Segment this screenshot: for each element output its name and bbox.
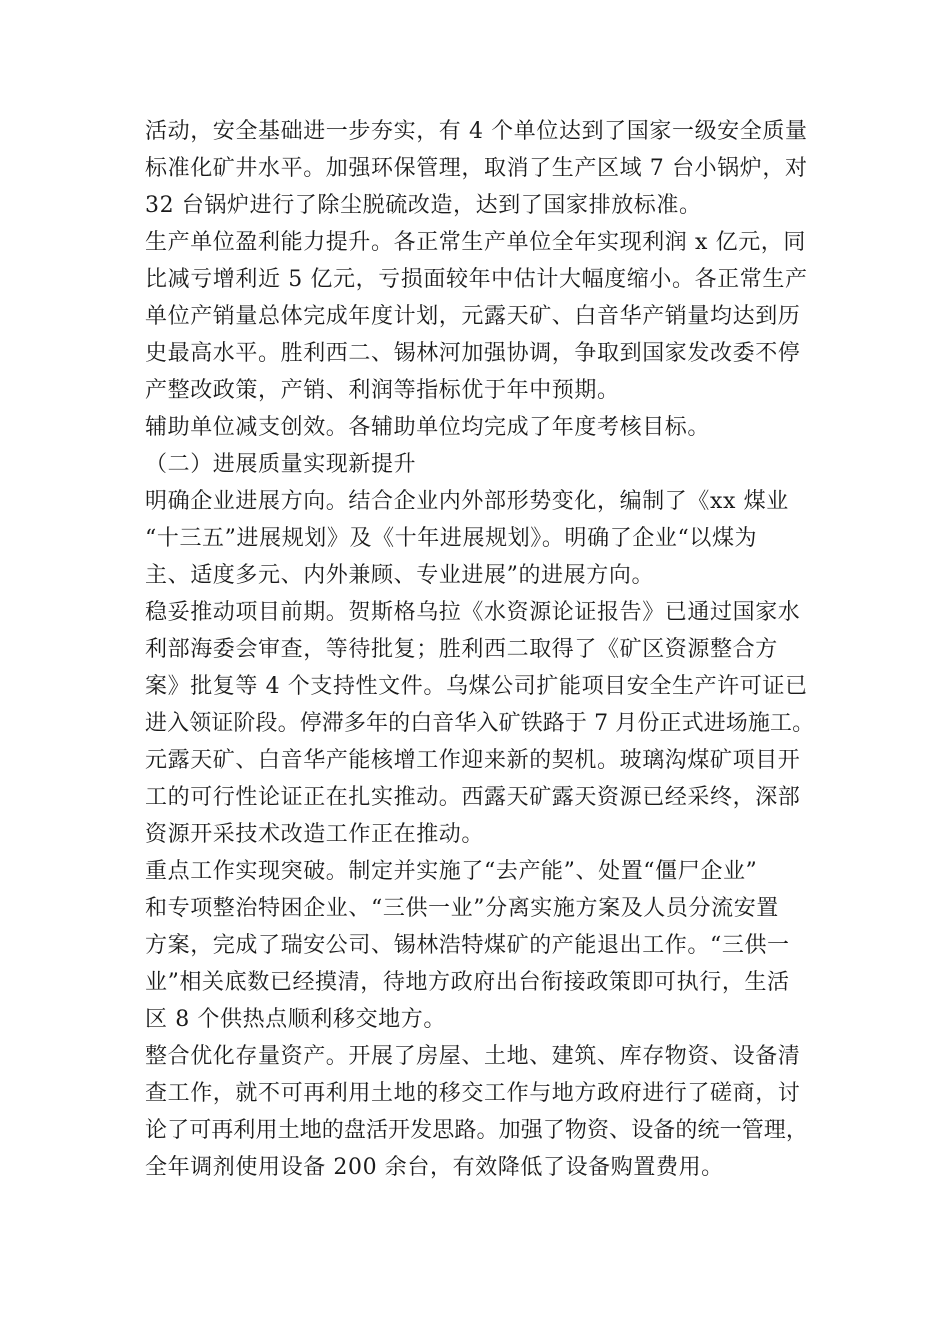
paragraph-start-line: 生产单位盈利能力提升。各正常生产单位全年实现利润 x 亿元，同 [145, 230, 806, 255]
text-line: 产整改政策，产销、利润等指标优于年中预期。 [145, 378, 620, 403]
text-line: 标准化矿井水平。加强环保管理，取消了生产区域 7 台小锅炉，对 [145, 156, 808, 181]
text-line: 元露天矿、白音华产能核增工作迎来新的契机。玻璃沟煤矿项目开 [145, 748, 801, 773]
text-line: 论了可再利用土地的盘活开发思路。加强了物资、设备的统一管理， [145, 1118, 809, 1143]
text-line: 利部海委会审查，等待批复；胜利西二取得了《矿区资源整合方 [145, 637, 778, 662]
text-line: 案》批复等 4 个支持性文件。乌煤公司扩能项目安全生产许可证已 [145, 674, 808, 699]
text-line: 主、适度多元、内外兼顾、专业进展”的进展方向。 [145, 563, 655, 588]
text-line: 业”相关底数已经摸清，待地方政府出台衔接政策即可执行，生活 [145, 970, 790, 995]
paragraph-start-line: 明确企业进展方向。结合企业内外部形势变化，编制了《xx 煤业 [145, 489, 789, 514]
text-line: 单位产销量总体完成年度计划，元露天矿、白音华产销量均达到历 [145, 304, 801, 329]
text-line: 史最高水平。胜利西二、锡林河加强协调，争取到国家发改委不停 [145, 341, 801, 366]
document-body [145, 113, 825, 1186]
text-line: 查工作，就不可再利用土地的移交工作与地方政府进行了磋商，讨 [145, 1081, 801, 1106]
paragraph-start-line: 稳妥推动项目前期。贺斯格乌拉《水资源论证报告》已通过国家水 [145, 600, 801, 625]
text-line: 工的可行性论证正在扎实推动。西露天矿露天资源已经采终，深部 [145, 785, 801, 810]
paragraph-start-line: 整合优化存量资产。开展了房屋、土地、建筑、库存物资、设备清 [145, 1044, 801, 1069]
text-line: 进入领证阶段。停滞多年的白音华入矿铁路于 7 月份正式进场施工。 [145, 711, 815, 736]
text-line: 32 台锅炉进行了除尘脱硫改造，达到了国家排放标准。 [145, 193, 702, 218]
text-line: 全年调剂使用设备 200 余台，有效降低了设备购置费用。 [145, 1155, 724, 1180]
text-line: 和专项整治特困企业、“三供一业”分离实施方案及人员分流安置 [145, 896, 779, 921]
paragraph-start-line: 辅助单位减支创效。各辅助单位均完成了年度考核目标。 [145, 415, 711, 440]
text-line: 活动，安全基础进一步夯实，有 4 个单位达到了国家一级安全质量 [145, 119, 808, 144]
text-line: 比减亏增利近 5 亿元，亏损面较年中估计大幅度缩小。各正常生产 [145, 267, 808, 292]
text-line: 方案，完成了瑞安公司、锡林浩特煤矿的产能退出工作。“三供一 [145, 933, 790, 958]
section-heading: （二）进展质量实现新提升 [145, 452, 417, 477]
paragraph-start-line: 重点工作实现突破。制定并实施了“去产能”、处置“僵尸企业” [145, 859, 758, 884]
text-line: 资源开采技术改造工作正在推动。 [145, 822, 485, 847]
text-line: 区 8 个供热点顺利移交地方。 [145, 1007, 446, 1032]
text-line: “十三五”进展规划》及《十年进展规划》。明确了企业“以煤为 [145, 526, 758, 551]
